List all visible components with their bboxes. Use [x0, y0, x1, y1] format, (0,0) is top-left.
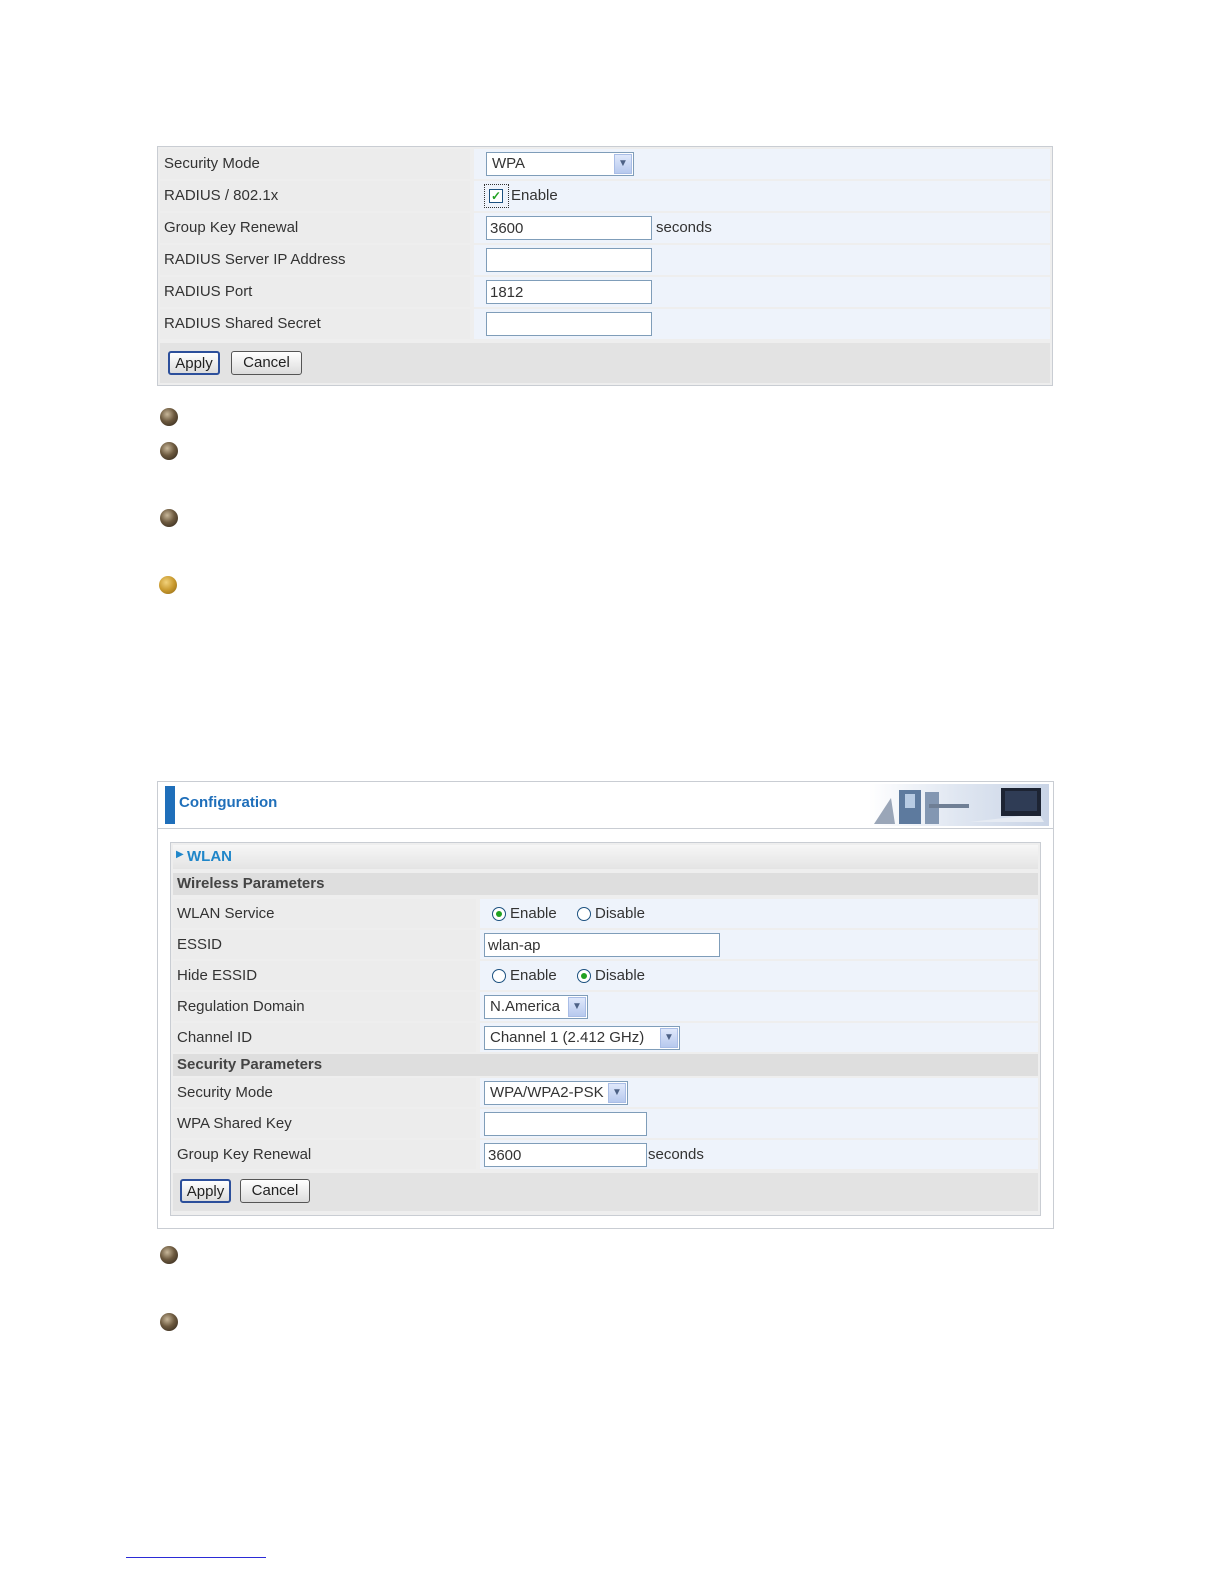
bullet-icon — [160, 408, 178, 426]
security-mode-cell — [474, 149, 1050, 179]
footnote-separator — [126, 1557, 266, 1558]
regulation-domain-select[interactable] — [484, 995, 588, 1019]
security-mode-select[interactable] — [486, 152, 634, 176]
radius-8021x-cell — [474, 181, 1050, 211]
radius-server-ip-row — [160, 245, 1050, 275]
essid-label: ESSID — [173, 930, 476, 959]
wlan-service-enable-radio[interactable] — [492, 907, 506, 921]
note-bullet-icon — [159, 576, 177, 594]
channel-id-row — [173, 1023, 1038, 1052]
cancel-button[interactable]: Cancel — [240, 1179, 310, 1203]
bullet-icon — [160, 509, 178, 527]
group-key-renewal-label: Group Key Renewal — [173, 1140, 476, 1169]
hide-essid-enable-radio[interactable] — [492, 969, 506, 983]
wlan-service-enable-label: Enable — [510, 905, 557, 922]
configuration-panel — [157, 781, 1054, 1229]
channel-id-value: Channel 1 (2.412 GHz) — [490, 1029, 645, 1046]
security-mode-select[interactable] — [484, 1081, 628, 1105]
radius-port-input[interactable] — [486, 280, 652, 304]
essid-cell — [480, 930, 1038, 959]
header-divider — [158, 828, 1053, 829]
group-key-renewal-input[interactable] — [486, 216, 652, 240]
title-accent-bar — [165, 786, 175, 824]
bullet-icon — [160, 1313, 178, 1331]
apply-button[interactable]: Apply — [168, 351, 220, 375]
seconds-unit: seconds — [648, 1146, 704, 1163]
group-key-renewal-cell — [474, 213, 1050, 243]
button-bar — [173, 1173, 1038, 1211]
wireless-parameters-heading: Wireless Parameters — [173, 873, 1038, 895]
hide-essid-disable-radio[interactable] — [577, 969, 591, 983]
radius-8021x-row — [160, 181, 1050, 211]
wlan-form — [170, 842, 1041, 1216]
security-mode-cell — [480, 1078, 1038, 1107]
group-key-renewal-label: Group Key Renewal — [160, 213, 470, 243]
apply-button[interactable]: Apply — [180, 1179, 231, 1203]
wlan-section-title: WLAN — [187, 848, 232, 865]
hide-essid-cell — [480, 961, 1038, 990]
security-mode-row — [173, 1078, 1038, 1107]
radius-enable-checkbox[interactable]: ✓ — [490, 189, 502, 203]
radius-8021x-label: RADIUS / 802.1x — [160, 181, 470, 211]
wlan-service-label: WLAN Service — [173, 899, 476, 928]
radius-port-cell — [474, 277, 1050, 307]
radius-shared-secret-row — [160, 309, 1050, 339]
configuration-title: Configuration — [179, 794, 278, 811]
hide-essid-enable-label: Enable — [510, 967, 557, 984]
wlan-service-disable-label: Disable — [595, 905, 646, 922]
hide-essid-disable-label: Disable — [595, 967, 646, 984]
wlan-service-disable-radio[interactable] — [577, 907, 591, 921]
radius-server-ip-cell — [474, 245, 1050, 275]
cancel-button[interactable]: Cancel — [231, 351, 302, 375]
bullet-icon — [160, 442, 178, 460]
regulation-domain-label: Regulation Domain — [173, 992, 476, 1021]
radius-server-ip-label: RADIUS Server IP Address — [160, 245, 470, 275]
chevron-down-icon: ▼ — [568, 997, 586, 1017]
essid-input[interactable] — [484, 933, 720, 957]
group-key-renewal-cell — [480, 1140, 1038, 1169]
group-key-renewal-row — [173, 1140, 1038, 1169]
office-header-image — [869, 784, 1049, 826]
group-key-renewal-row — [160, 213, 1050, 243]
radius-shared-secret-input[interactable] — [486, 312, 652, 336]
radius-server-ip-input[interactable] — [486, 248, 652, 272]
seconds-unit: seconds — [656, 219, 712, 236]
radius-shared-secret-label: RADIUS Shared Secret — [160, 309, 470, 339]
wlan-service-cell — [480, 899, 1038, 928]
chevron-down-icon: ▼ — [660, 1028, 678, 1048]
security-mode-label: Security Mode — [160, 149, 470, 179]
wpa-shared-key-label: WPA Shared Key — [173, 1109, 476, 1138]
radius-enable-label: Enable — [511, 187, 558, 204]
radius-port-row — [160, 277, 1050, 307]
radius-shared-secret-cell — [474, 309, 1050, 339]
security-mode-value: WPA — [492, 155, 526, 172]
radius-port-label: RADIUS Port — [160, 277, 470, 307]
security-parameters-heading: Security Parameters — [173, 1054, 1038, 1076]
wpa-shared-key-row — [173, 1109, 1038, 1138]
button-bar — [160, 343, 1050, 383]
wpa-shared-key-cell — [480, 1109, 1038, 1138]
channel-id-cell — [480, 1023, 1038, 1052]
channel-id-label: Channel ID — [173, 1023, 476, 1052]
hide-essid-row — [173, 961, 1038, 990]
wpa-shared-key-input[interactable] — [484, 1112, 647, 1136]
channel-id-select[interactable] — [484, 1026, 680, 1050]
security-mode-row — [160, 149, 1050, 179]
radius-settings-panel — [157, 146, 1053, 386]
regulation-domain-row — [173, 992, 1038, 1021]
group-key-renewal-input[interactable] — [484, 1143, 647, 1167]
wlan-service-row — [173, 899, 1038, 928]
chevron-down-icon: ▼ — [608, 1083, 626, 1103]
triangle-right-icon: ▶ — [176, 849, 184, 860]
wlan-section-header[interactable] — [173, 845, 1038, 869]
security-mode-label: Security Mode — [173, 1078, 476, 1107]
essid-row — [173, 930, 1038, 959]
regulation-domain-cell — [480, 992, 1038, 1021]
bullet-icon — [160, 1246, 178, 1264]
chevron-down-icon: ▼ — [614, 154, 632, 174]
hide-essid-label: Hide ESSID — [173, 961, 476, 990]
regulation-domain-value: N.America — [490, 998, 561, 1015]
security-mode-value: WPA/WPA2-PSK — [490, 1084, 604, 1101]
